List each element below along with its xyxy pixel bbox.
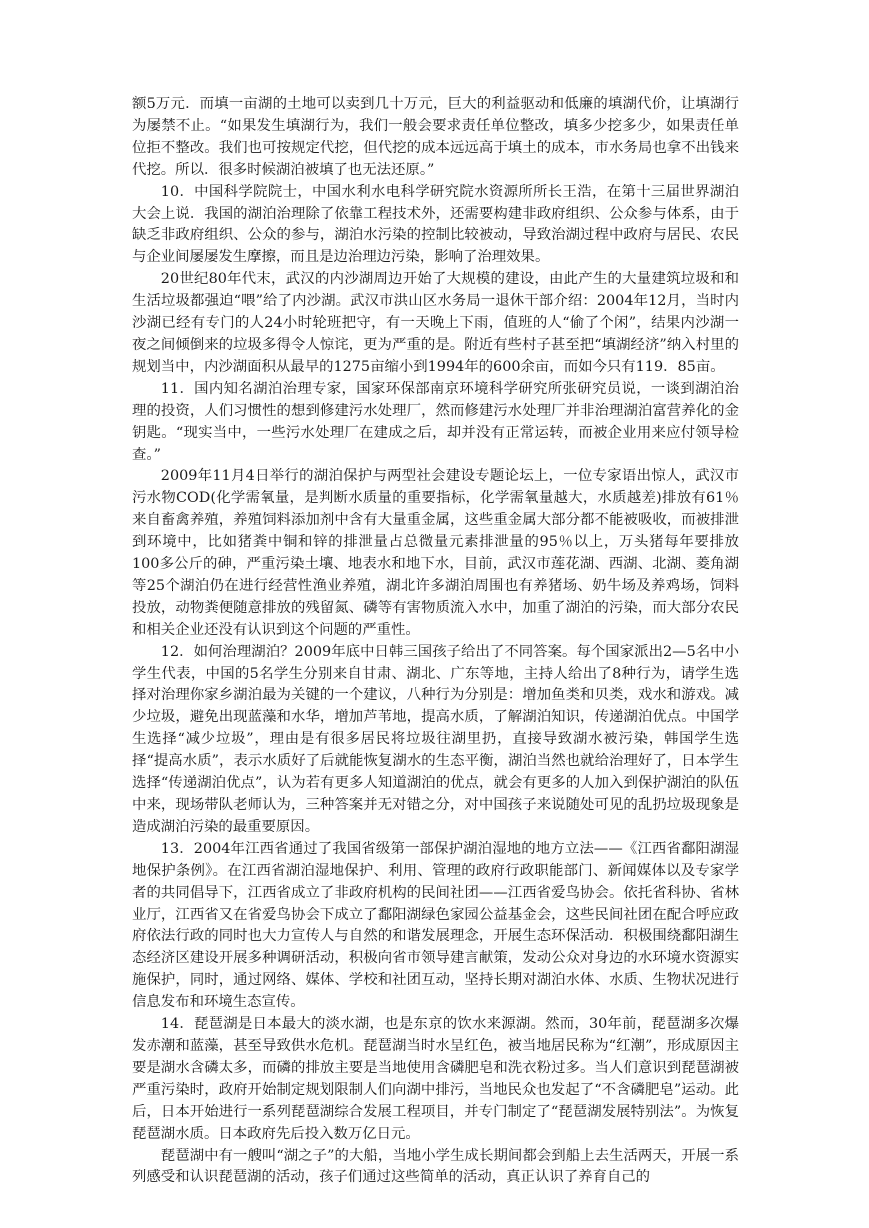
paragraph-item-13: 13．2004年江西省通过了我国省级第一部保护湖泊湿地的地方立法——《江西省鄱阳湖湿地保护条例》。在江西省湖泊湿地保护、利用、管理的政府行政职能部门、新闻媒体以及专家学者的共同倡导下，江西省成立了非政府机构的民间社团——江西省爱鸟协会。依托省科协、省林业厅，江西省又在省爱鸟协会下成立了鄱阳湖绿色家园公益基金会，这些民间社团在配合呼应政府依法行政的同时也大力宣传人与自然的和谐发展理念，开展生态环保活动．积极围绕鄱阳湖生态经济区建设开展多种调研活动，积极向省市领导建言献策，发动公众对身边的水环境水资源实施保护，同时，通过网络、媒体、学校和社团互动，坚持长期对湖泊水体、水质、生物状况进行信息发布和环境生态宣传。 [132, 840, 739, 1011]
paragraph-lake-child-boat: 琵琶湖中有一艘叫“湖之子”的大船，当地小学生成长期间都会到船上去生活两天，开展一系列感受和认识琵琶湖的活动，孩子们通过这些简单的活动，真正认识了养育自己的 [132, 1147, 739, 1186]
paragraph-forum-2009: 2009年11月4日举行的湖泊保护与两型社会建设专题论坛上，一位专家语出惊人，武汉市污水物COD(化学需氧量，是判断水质量的重要指标，化学需氧量越大，水质越差)排放有61％来自畜禽养殖，养殖饲料添加剂中含有大量重金属，这些重金属大部分都不能被吸收，而被排泄到环境中，比如猪粪中铜和锌的排泄量占总微量元素排泄量的95％以上，万头猪每年要排放100多公斤的砷，严重污染土壤、地表水和地下水，目前，武汉市莲花湖、西湖、北湖、菱角湖等25个湖泊仍在进行经营性渔业养殖，湖北许多湖泊周围也有养猪场、奶牛场及养鸡场，饲料投放，动物粪便随意排放的残留氮、磷等有害物质流入水中，加重了湖泊的污染，而大部分农民和相关企业还没有认识到这个问题的严重性。 [132, 468, 739, 638]
paragraph-item-11: 11．国内知名湖泊治理专家，国家环保部南京环境科学研究所张研究员说，一谈到湖泊治理的投资，人们习惯性的想到修建污水处理厂，然而修建污水处理厂并非治理湖泊富营养化的金钥匙。“现实当中，一些污水处理厂在建成之后，却并没有正常运转，而被企业用来应付领导检查。” [132, 380, 739, 463]
paragraph-item-14: 14．琵琶湖是日本最大的淡水湖，也是东京的饮水来源湖。然而，30年前，琵琶湖多次爆发赤潮和蓝藻，甚至导致供水危机。琵琶湖当时水呈红色，被当地居民称为“红潮”，形成原因主要是湖水含磷太多，而磷的排放主要是当地使用含磷肥皂和洗衣粉过多。当人们意识到琵琶湖被严重污染时，政府开始制定规划限制人们向湖中排污，当地民众也发起了“不含磷肥皂”运动。此后，日本开始进行一系列琵琶湖综合发展工程项目，并专门制定了“琵琶湖发展特别法”。为恢复琵琶湖水质。日本政府先后投入数万亿日元。 [132, 1016, 739, 1142]
paragraph-item-12: 12．如何治理湖泊？2009年底中日韩三国孩子给出了不同答案。每个国家派出2—5名中小学生代表，中国的5名学生分别来自甘肃、湖北、广东等地，主持人给出了8种行为，请学生选择对治理你家乡湖泊最为关键的一个建议，八种行为分别是：增加鱼类和贝类，戏水和游戏。减少垃圾，避免出现蓝藻和水华，增加芦苇地，提高水质，了解湖泊知识，传递湖泊优点。中国学生选择“减少垃圾”，理由是有很多居民将垃圾往湖里扔，直接导致湖水被污染，韩国学生选择“提高水质”，表示水质好了后就能恢复湖水的生态平衡，湖泊当然也就给治理好了，日本学生选择“传递湖泊优点”，认为若有更多人知道湖泊的优点，就会有更多的人加入到保护湖泊的队伍中来，现场带队老师认为，三种答案并无对错之分，对中国孩子来说随处可见的乱扔垃圾现象是造成湖泊污染的最重要原因。 [132, 643, 739, 835]
paragraph-neisha-lake: 20世纪80年代末，武汉的内沙湖周边开始了大规模的建设，由此产生的大量建筑垃圾和和生活垃圾都强迫“喂”给了内沙湖。武汉市洪山区水务局一退休干部介绍：2004年12月，当时内沙湖已经有专门的人24小时轮班把守，有一天晚上下雨，值班的人“偷了个闲”，结果内沙湖一夜之间倾倒来的垃圾多得令人惊诧，更为严重的是。附近有些村子甚至把“填湖经济”纳入村里的规划当中，内沙湖面积从最早的1275亩缩小到1994年的600余亩，而如今只有119．85亩。 [132, 271, 739, 375]
paragraph-item-10: 10．中国科学院院士，中国水利水电科学研究院水资源所所长王浩，在第十三届世界湖泊大会上说．我国的湖泊治理除了依靠工程技术外，还需要构建非政府组织、公众参与体系，由于缺乏非政府组织、公众的参与，湖泊水污染的控制比较被动，导致治湖过程中政府与居民、农民与企业间屡屡发生摩擦，而且是边治理边污染，影响了治理效果。 [132, 183, 739, 266]
paragraph-continued: 额5万元．而填一亩湖的土地可以卖到几十万元，巨大的利益驱动和低廉的填湖代价，让填湖行为屡禁不止。“如果发生填湖行为，我们一般会要求责任单位整改，填多少挖多少，如果责任单位拒不整改。我们也可按规定代挖，但代挖的成本远远高于填土的成本，市水务局也拿不出钱来代挖。所以．很多时候湖泊被填了也无法还原。” [132, 96, 739, 178]
document-page [132, 94, 739, 1189]
